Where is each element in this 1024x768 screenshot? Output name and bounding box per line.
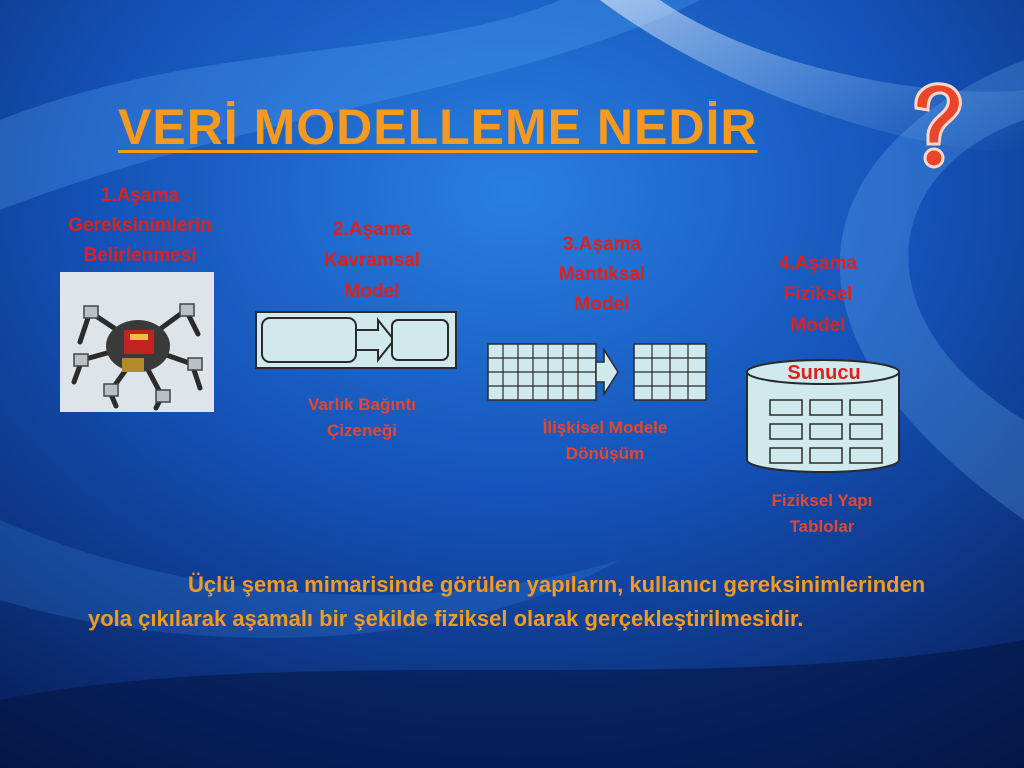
stage-3-caption <box>500 415 710 467</box>
slide-title: VERİ MODELLEME NEDİR <box>118 99 758 155</box>
stage-2-name-line2: Model <box>344 281 400 302</box>
stage-2-number: 2.Aşama <box>332 219 412 240</box>
question-mark-icon <box>902 78 972 172</box>
stage-2-caption-line1: Varlık Bağıntı <box>308 395 416 414</box>
stage-4-caption-line2: Tablolar <box>789 517 855 536</box>
description-text: Üçlü şema mimarisinde görülen yapıların, kullanıcı gereksinimlerinden yola çıkılarak aşamalı bir şekilde fiziksel olarak gerçekleştirilmesidir. <box>88 572 926 631</box>
stage-3-caption-line1: İlişkisel Modele <box>542 418 668 437</box>
stage-3-number: 3.Aşama <box>562 234 642 255</box>
stage-2-caption <box>262 392 462 444</box>
stage-4-caption-line1: Fiziksel Yapı <box>771 491 873 510</box>
logical-model-diagram <box>486 342 708 402</box>
stage-1-name-line1: Gereksinimlerin <box>68 215 212 236</box>
stage-4-caption <box>722 488 922 540</box>
stage-1-name-line2: Belirlenmesi <box>83 245 197 266</box>
stage-2-label <box>272 214 472 307</box>
server-label: Sunucu <box>787 362 861 384</box>
stage-4-label <box>718 248 918 341</box>
stage-2-name-line1: Kavramsal <box>323 250 421 271</box>
hexapod-robot-image <box>60 272 214 412</box>
stage-4-name-line2: Model <box>790 315 846 336</box>
stage-1-number: 1.Aşama <box>100 185 180 206</box>
stage-4-number: 4.Aşama <box>778 253 858 274</box>
stage-1-label <box>40 181 240 271</box>
conceptual-model-diagram <box>254 310 458 370</box>
stage-2-caption-line2: Çizeneği <box>327 421 397 440</box>
stage-3-name-line1: Mantıksal <box>558 264 646 285</box>
stage-3-name-line2: Model <box>574 294 630 315</box>
stage-3-label <box>502 230 702 320</box>
stage-4-name-line1: Fiziksel <box>783 284 853 305</box>
stage-3-caption-line2: Dönüşüm <box>565 444 645 463</box>
